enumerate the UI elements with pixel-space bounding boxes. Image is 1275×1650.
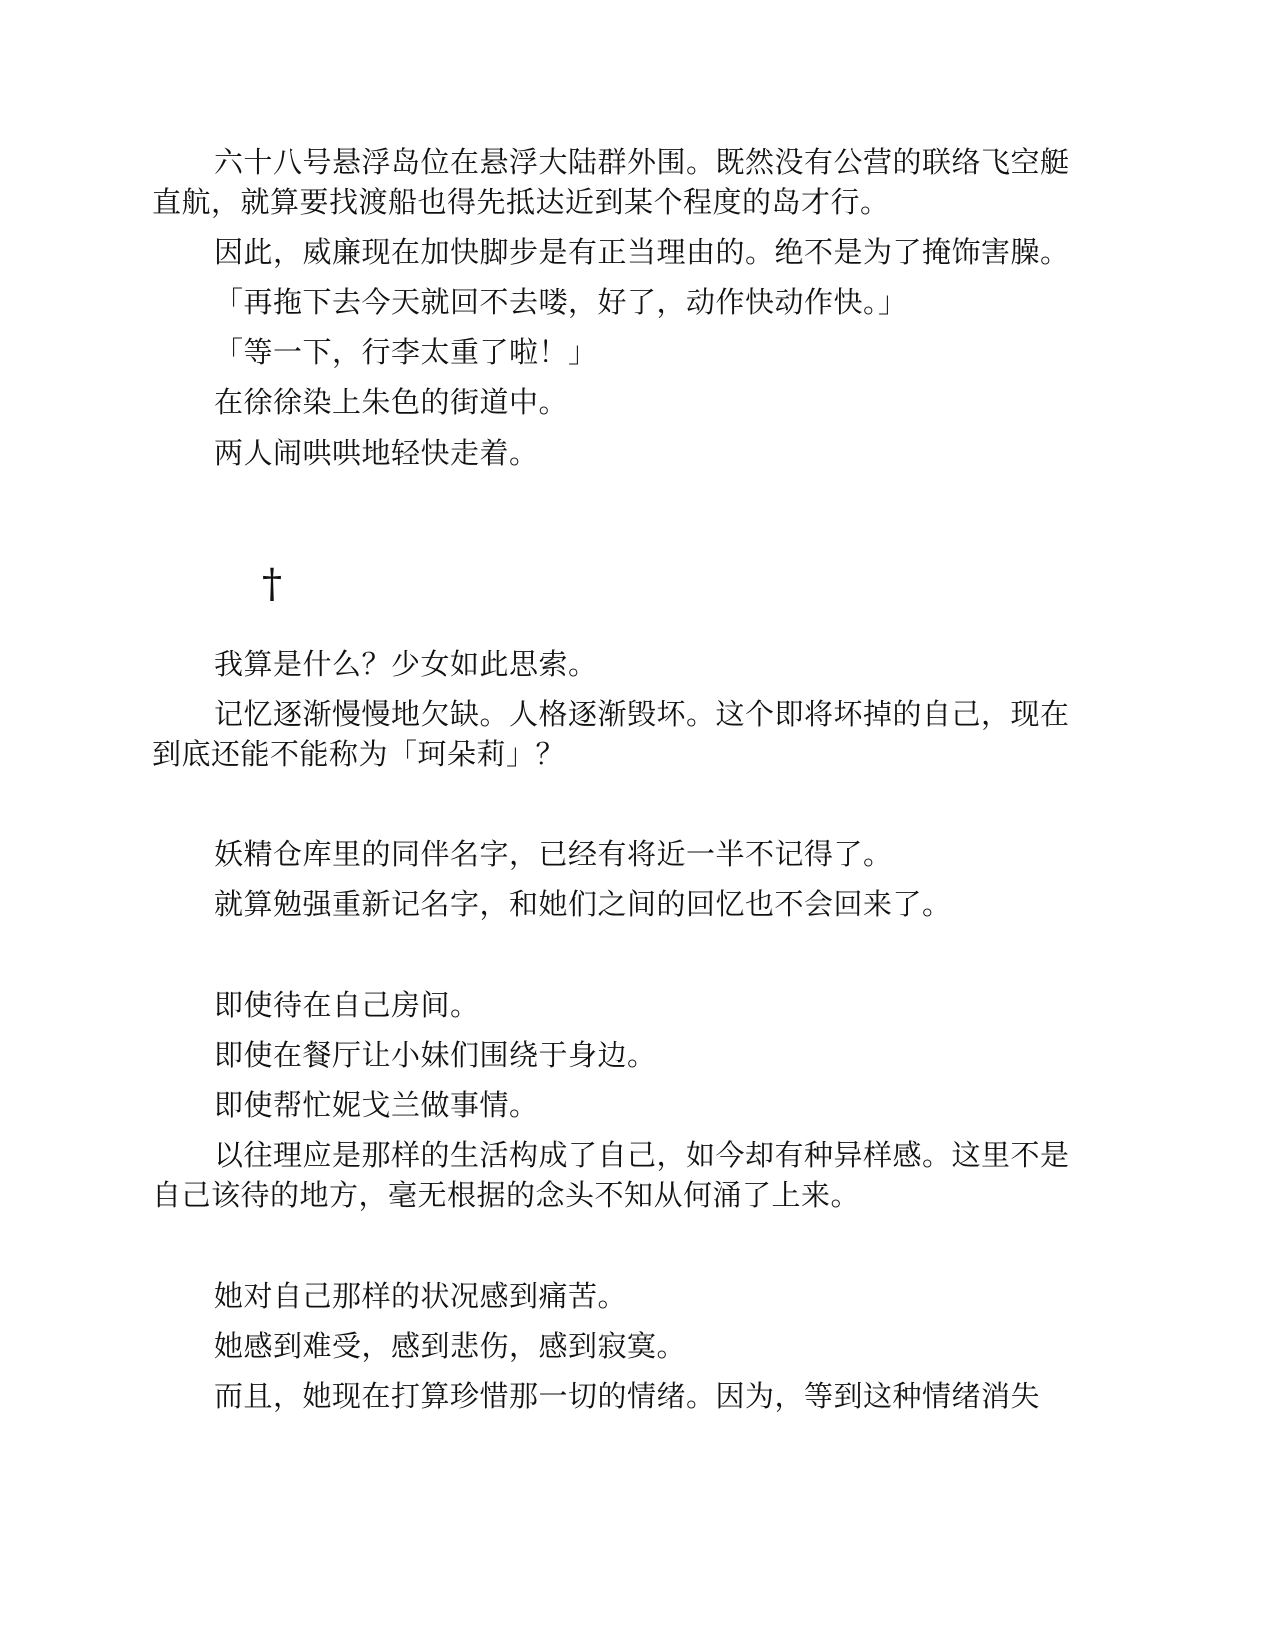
paragraph-14-line-2: 自己该待的地方，毫无根据的念头不知从何涌了上来。 [152, 1178, 861, 1212]
paragraph-3: 「再拖下去今天就回不去喽，好了，动作快动作快。」 [214, 285, 908, 319]
paragraph-14-line-1: 以往理应是那样的生活构成了自己，如今却有种异样感。这里不是 [214, 1138, 1070, 1172]
paragraph-15: 她对自己那样的状况感到痛苦。 [214, 1279, 628, 1313]
paragraph-12: 即使在餐厅让小妹们围绕于身边。 [214, 1038, 657, 1072]
paragraph-9: 妖精仓库里的同伴名字，已经有将近一半不记得了。 [214, 837, 893, 871]
paragraph-4: 「等一下，行李太重了啦！」 [214, 335, 598, 369]
paragraph-2: 因此，威廉现在加快脚步是有正当理由的。绝不是为了掩饰害臊。 [214, 235, 1070, 269]
paragraph-5: 在徐徐染上朱色的街道中。 [214, 385, 569, 419]
paragraph-1-line-1: 六十八号悬浮岛位在悬浮大陆群外围。既然没有公营的联络飞空艇 [214, 145, 1070, 179]
section-separator-dagger: † [262, 561, 282, 607]
paragraph-8-line-2: 到底还能不能称为「珂朵莉」？ [152, 737, 566, 771]
paragraph-13: 即使帮忙妮戈兰做事情。 [214, 1088, 539, 1122]
paragraph-8-line-1: 记忆逐渐慢慢地欠缺。人格逐渐毁坏。这个即将坏掉的自己，现在 [214, 697, 1070, 731]
paragraph-1-line-2: 直航，就算要找渡船也得先抵达近到某个程度的岛才行。 [152, 185, 890, 219]
paragraph-10: 就算勉强重新记名字，和她们之间的回忆也不会回来了。 [214, 887, 952, 921]
paragraph-11: 即使待在自己房间。 [214, 988, 480, 1022]
paragraph-7: 我算是什么？少女如此思索。 [214, 647, 598, 681]
paragraph-6: 两人闹哄哄地轻快走着。 [214, 436, 539, 470]
paragraph-17: 而且，她现在打算珍惜那一切的情绪。因为，等到这种情绪消失 [214, 1379, 1041, 1413]
paragraph-16: 她感到难受，感到悲伤，感到寂寞。 [214, 1329, 687, 1363]
